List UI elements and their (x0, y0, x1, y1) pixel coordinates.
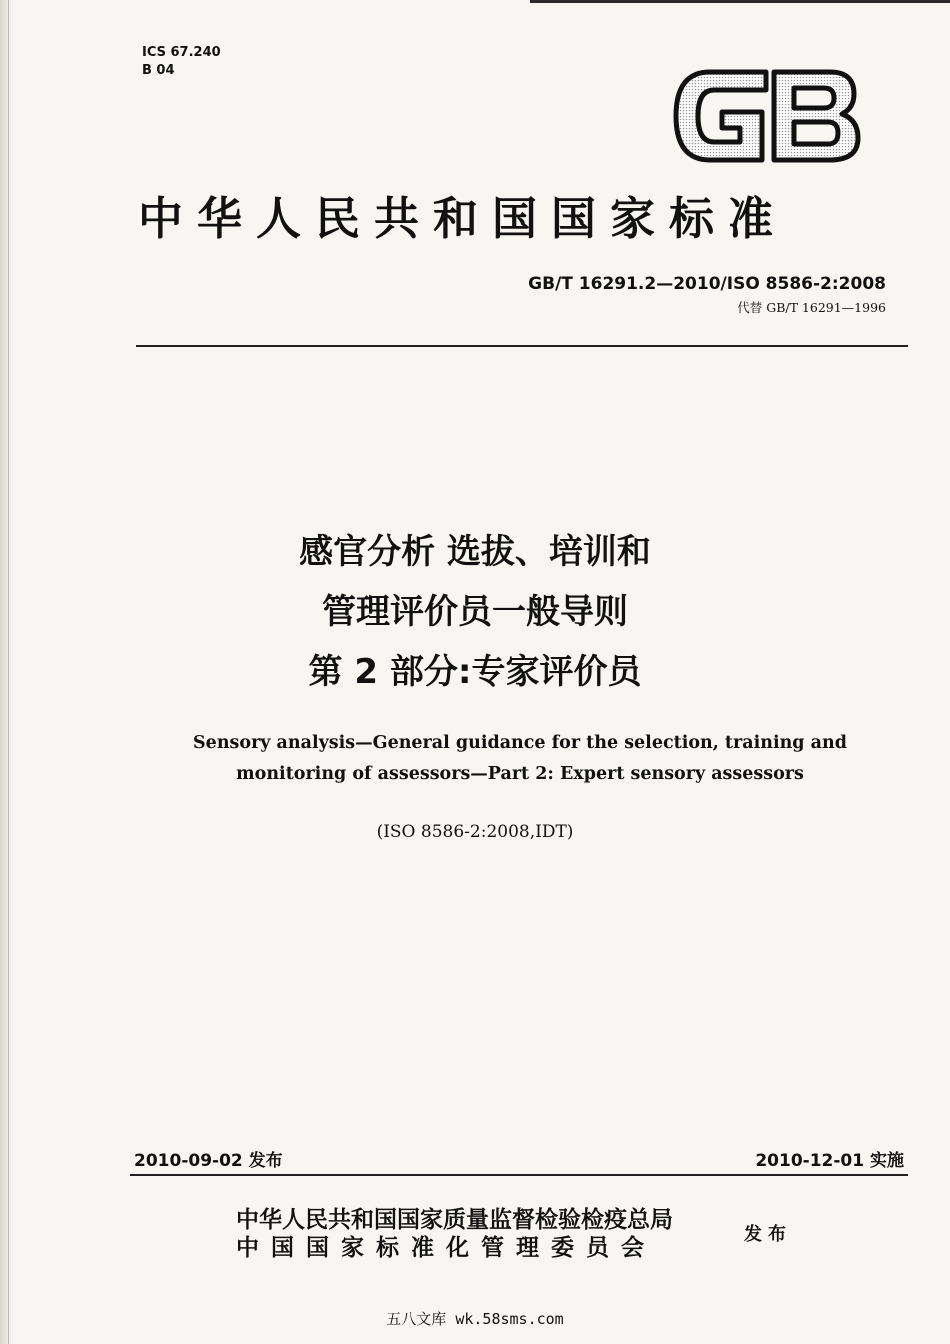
english-title-line2: monitoring of assessors—Part 2: Expert sensory assessors (236, 764, 804, 784)
issuer-line2: 中国国家标准化管理委员会 (236, 1234, 656, 1261)
issuer-line1: 中华人民共和国国家质量监督检验检疫总局 (236, 1206, 673, 1233)
chinese-title-line1: 感官分析 选拔、培训和 (299, 532, 651, 572)
ics-code: ICS 67.240 (142, 45, 221, 60)
watermark-text: 五八文库 wk.58sms.com (386, 1310, 564, 1328)
issue-date: 2010-09-02 发布 (134, 1151, 283, 1171)
chinese-title-line3: 第 2 部分:专家评价员 (308, 652, 642, 692)
replaces-note: 代替 GB/T 16291—1996 (737, 300, 886, 315)
scan-top-edge (530, 0, 950, 3)
ics-category: B 04 (142, 63, 175, 78)
chinese-title-line2: 管理评价员一般导则 (322, 592, 628, 632)
english-title-line1: Sensory analysis—General guidance for the selection, training and (193, 733, 847, 753)
footer-divider (130, 1174, 908, 1176)
ics-block (142, 44, 221, 80)
iso-equivalence: (ISO 8586-2:2008,IDT) (376, 822, 574, 842)
gb-logo (670, 64, 862, 168)
implementation-date: 2010-12-01 实施 (755, 1151, 904, 1171)
chinese-title (0, 522, 950, 702)
english-title (140, 728, 900, 790)
standard-number: GB/T 16291.2—2010/ISO 8586-2:2008 (528, 274, 886, 294)
header-divider (136, 345, 908, 347)
publish-label: 发布 (744, 1224, 792, 1245)
national-standard-title: 中华人民共和国国家标准 (138, 192, 788, 245)
issuing-authorities (236, 1206, 673, 1262)
